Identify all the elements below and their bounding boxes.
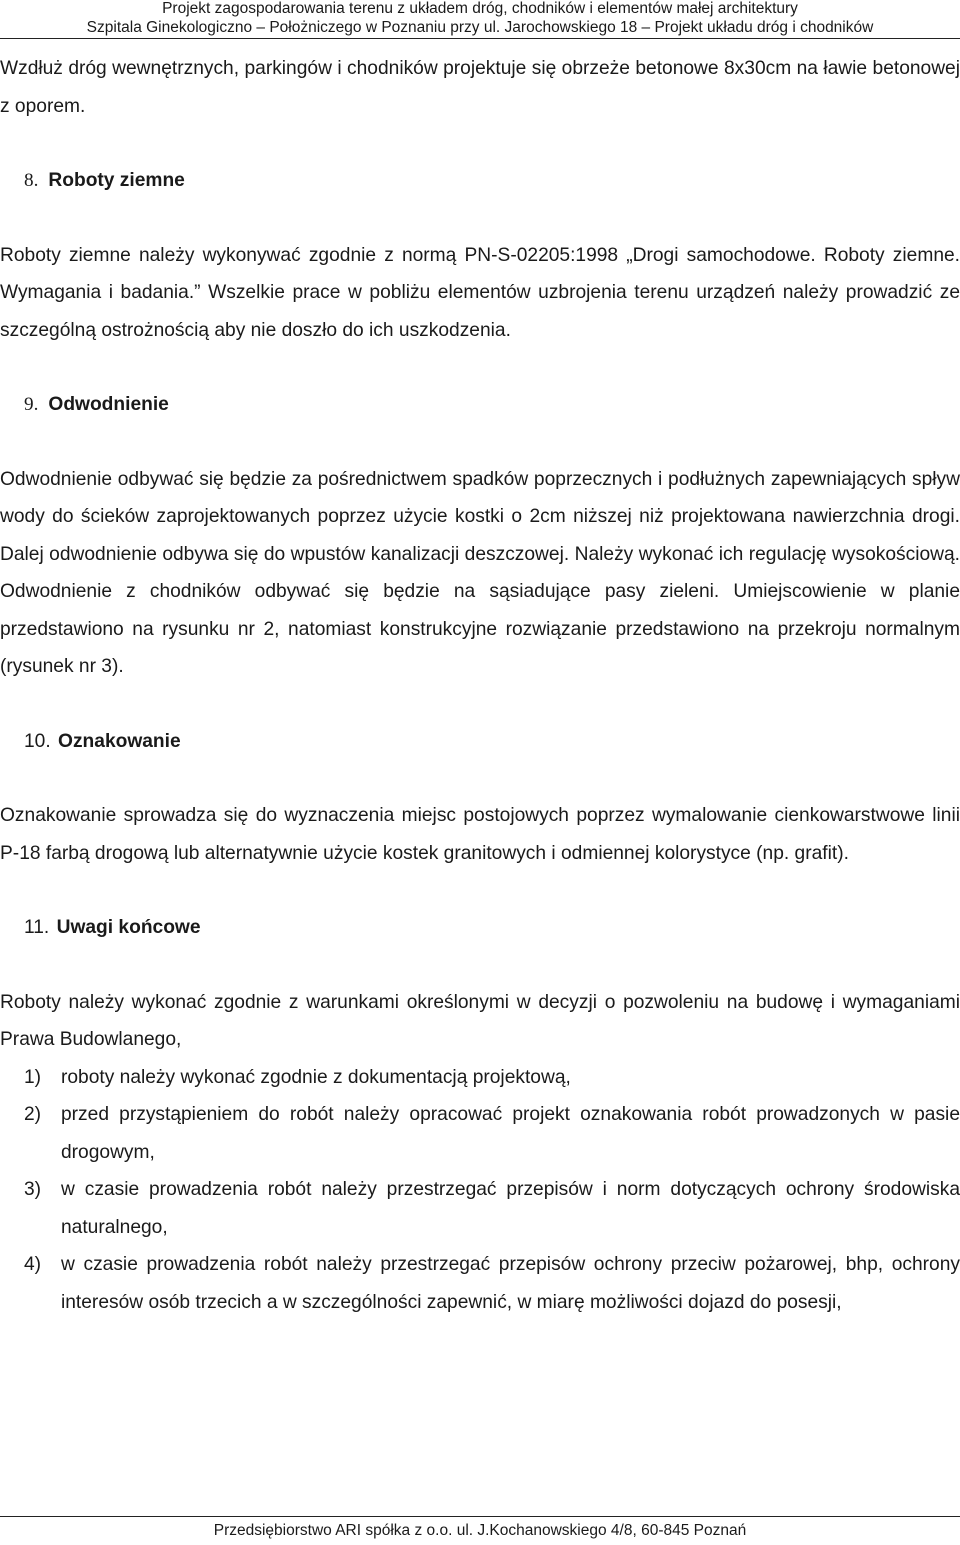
section-10-paragraph: Oznakowanie sprowadza się do wyznaczenia miejsc postojowych poprzez wymalowanie cienkowarstwowe linii P-18 farbą drogową lub alternatywnie użycie kostek granitowych i odmiennej kolorystyce (np. grafit). — [0, 805, 960, 864]
list-item-number: 2) — [24, 1104, 42, 1125]
page-footer: Przedsiębiorstwo ARI spółka z o.o. ul. J.Kochanowskiego 4/8, 60-845 Poznań — [213, 1522, 747, 1539]
section-10-number: 10. — [24, 730, 51, 752]
intro-paragraph: Wzdłuż dróg wewnętrznych, parkingów i chodników projektuje się obrzeże betonowe 8x30cm na ławie betonowej z oporem. — [0, 58, 960, 117]
page-header — [0, 0, 960, 40]
document-body — [0, 50, 960, 1321]
section-11-number: 11. — [24, 917, 50, 938]
list-item-text: przed przystąpieniem do robót należy opracować projekt oznakowania robót prowadzonych w pasie drogowym, — [61, 1104, 960, 1163]
section-8-heading — [0, 162, 960, 200]
list-item-text: w czasie prowadzenia robót należy przestrzegać przepisów ochrony przeciw pożarowej, bhp, ochrony interesów osób trzecich a w szczególności zapewnić, w miarę możliwości dojazd do posesji, — [61, 1254, 960, 1313]
section-11-paragraph: Roboty należy wykonać zgodnie z warunkami określonymi w decyzji o pozwoleniu na budowę i wymaganiami Prawa Budowlanego, — [0, 991, 960, 1050]
header-divider — [0, 38, 960, 39]
footer-divider — [0, 1516, 960, 1517]
section-11-title: Uwagi końcowe — [56, 917, 201, 938]
list-item — [0, 1171, 960, 1246]
section-10-title: Oznakowanie — [58, 730, 181, 752]
section-11-heading — [0, 909, 960, 947]
section-10-heading — [0, 723, 960, 761]
section-9-title: Odwodnienie — [48, 394, 169, 415]
list-item-number: 1) — [24, 1066, 42, 1088]
list-item-text: roboty należy wykonać zgodnie z dokumentacją projektową, — [61, 1066, 571, 1088]
section-9-heading — [0, 386, 960, 424]
section-8-number: 8. — [24, 170, 39, 191]
list-item — [0, 1059, 960, 1097]
section-9-number: 9. — [24, 394, 39, 415]
header-line-1: Projekt zagospodarowania terenu z układem dróg, chodników i elementów małej architektury — [162, 0, 798, 17]
section-8-title: Roboty ziemne — [48, 170, 185, 191]
list-item — [0, 1246, 960, 1321]
list-item-text: w czasie prowadzenia robót należy przestrzegać przepisów i norm dotyczących ochrony środowiska naturalnego, — [61, 1179, 960, 1238]
section-8-paragraph: Roboty ziemne należy wykonywać zgodnie z normą PN-S-02205:1998 „Drogi samochodowe. Roboty ziemne. Wymagania i badania.” Wszelkie prace w pobliżu elementów uzbrojenia terenu urządzeń należy prowadzić ze szczególną ostrożnością aby nie doszło do ich uszkodzenia. — [0, 244, 960, 341]
section-9-paragraph: Odwodnienie odbywać się będzie za pośrednictwem spadków poprzecznych i podłużnych zapewniających spływ wody do ścieków zaprojektowanych poprzez użycie kostki o 2cm niższej niż projektowana nawierzchnia drogi. Dalej odwodnienie odbywa się do wpustów kanalizacji deszczowej. Należy wykonać ich regulację wysokościową. Odwodnienie z chodników odbywać się będzie na sąsiadujące pasy zieleni. Umiejscowienie w planie przedstawiono na rysunku nr 2, natomiast konstrukcyjne rozwiązanie przedstawiono na przekroju normalnym (rysunek nr 3). — [0, 468, 960, 677]
list-item-number: 3) — [24, 1179, 42, 1200]
header-line-2: Szpitala Ginekologiczno – Położniczego w Poznaniu przy ul. Jarochowskiego 18 – Projekt układu dróg i chodników — [86, 18, 874, 36]
list-item-number: 4) — [24, 1254, 42, 1275]
list-item — [0, 1096, 960, 1171]
